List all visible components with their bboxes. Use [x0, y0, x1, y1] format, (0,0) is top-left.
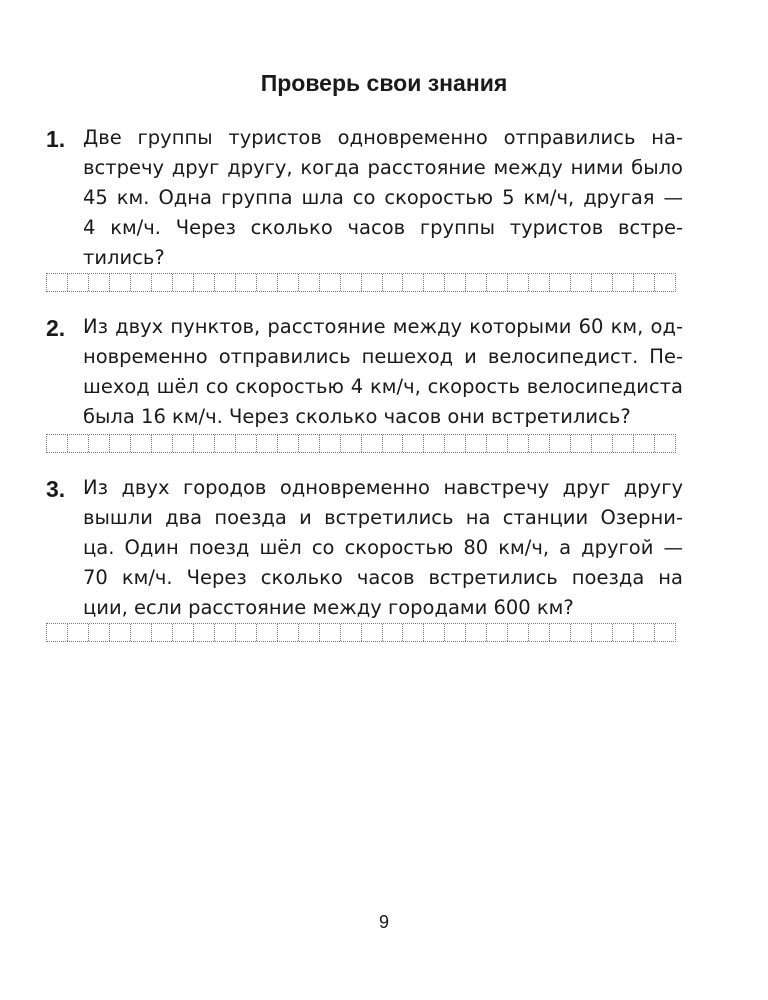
answer-cell[interactable] [194, 274, 215, 291]
page-number: 9 [378, 912, 389, 932]
problem-line: встречу друг другу, когда расстояние между ними было [83, 156, 683, 179]
answer-cell[interactable] [131, 274, 152, 291]
answer-cell[interactable] [194, 435, 215, 452]
answer-cell[interactable] [529, 624, 550, 641]
problem-line: была 16 км/ч. Через сколько часов они встретились? [83, 405, 631, 428]
answer-cell[interactable] [592, 435, 613, 452]
answer-cell[interactable] [655, 435, 675, 452]
answer-cell[interactable] [110, 435, 131, 452]
answer-cell[interactable] [466, 274, 487, 291]
answer-cell[interactable] [215, 435, 236, 452]
answer-cell[interactable] [47, 624, 68, 641]
answer-cell[interactable] [320, 274, 341, 291]
answer-cell[interactable] [278, 274, 299, 291]
answer-cell[interactable] [424, 624, 445, 641]
answer-cell[interactable] [320, 435, 341, 452]
answer-cell[interactable] [403, 435, 424, 452]
problem-line: 4 км/ч. Через сколько часов группы туристов встре- [83, 216, 683, 239]
answer-cell[interactable] [634, 435, 655, 452]
answer-cell[interactable] [487, 274, 508, 291]
problem-number: 2. [46, 315, 66, 341]
answer-cell[interactable] [110, 624, 131, 641]
answer-cell[interactable] [299, 624, 320, 641]
answer-cell[interactable] [341, 435, 362, 452]
answer-cell[interactable] [299, 435, 320, 452]
answer-cell[interactable] [383, 624, 404, 641]
answer-cell[interactable] [215, 274, 236, 291]
answer-cell[interactable] [68, 274, 89, 291]
answer-cell[interactable] [383, 435, 404, 452]
answer-cell[interactable] [445, 435, 466, 452]
problem-line: ции, если расстояние между городами 600 км? [83, 596, 574, 619]
answer-cell[interactable] [445, 624, 466, 641]
answer-cell[interactable] [613, 624, 634, 641]
answer-cell[interactable] [341, 624, 362, 641]
problem-line: Две группы туристов одновременно отправились на- [83, 126, 683, 149]
answer-cell[interactable] [320, 624, 341, 641]
answer-cell[interactable] [173, 274, 194, 291]
answer-cell[interactable] [550, 435, 571, 452]
answer-cell[interactable] [634, 274, 655, 291]
answer-cell[interactable] [508, 435, 529, 452]
answer-cell[interactable] [487, 435, 508, 452]
answer-cell[interactable] [424, 274, 445, 291]
problem-text [83, 312, 683, 432]
answer-cell[interactable] [529, 435, 550, 452]
answer-cell[interactable] [68, 624, 89, 641]
problem-line: Из двух пунктов, расстояние между которыми 60 км, од- [83, 315, 683, 338]
answer-cells[interactable] [46, 623, 676, 642]
answer-cell[interactable] [508, 274, 529, 291]
problem-line: Из двух городов одновременно навстречу друг другу [83, 476, 683, 499]
answer-cell[interactable] [89, 435, 110, 452]
answer-cell[interactable] [508, 624, 529, 641]
answer-cell[interactable] [362, 624, 383, 641]
problem-number: 3. [46, 476, 66, 502]
answer-cell[interactable] [655, 624, 675, 641]
problem-line: тились? [83, 246, 165, 269]
answer-cell[interactable] [236, 624, 257, 641]
problem-text [83, 473, 683, 623]
answer-cell[interactable] [131, 624, 152, 641]
problem-line: ца. Один поезд шёл со скоростью 80 км/ч, а другой — [83, 536, 683, 559]
answer-cell[interactable] [173, 624, 194, 641]
answer-cell[interactable] [613, 435, 634, 452]
answer-cell[interactable] [613, 274, 634, 291]
answer-cell[interactable] [424, 435, 445, 452]
answer-cell[interactable] [278, 435, 299, 452]
answer-cell[interactable] [529, 274, 550, 291]
answer-cell[interactable] [152, 274, 173, 291]
problem-line: шеход шёл со скоростью 4 км/ч, скорость велосипедиста [83, 375, 683, 398]
answer-cell[interactable] [194, 624, 215, 641]
answer-cell[interactable] [257, 435, 278, 452]
answer-cell[interactable] [487, 624, 508, 641]
answer-cells[interactable] [46, 434, 676, 453]
answer-cell[interactable] [634, 624, 655, 641]
answer-cell[interactable] [236, 274, 257, 291]
problem-line: вышли два поезда и встретились на станции Озерни- [83, 506, 683, 529]
answer-cell[interactable] [110, 274, 131, 291]
answer-cell[interactable] [236, 435, 257, 452]
answer-cell[interactable] [257, 624, 278, 641]
answer-cell[interactable] [550, 274, 571, 291]
page-title: Проверь свои знания [260, 70, 508, 96]
answer-cell[interactable] [299, 274, 320, 291]
answer-cell[interactable] [362, 274, 383, 291]
answer-cell[interactable] [131, 435, 152, 452]
answer-cell[interactable] [592, 274, 613, 291]
answer-cell[interactable] [257, 274, 278, 291]
answer-cell[interactable] [89, 274, 110, 291]
answer-cell[interactable] [362, 435, 383, 452]
answer-cell[interactable] [592, 624, 613, 641]
answer-cell[interactable] [403, 624, 424, 641]
answer-cell[interactable] [47, 274, 68, 291]
answer-cell[interactable] [466, 435, 487, 452]
answer-cell[interactable] [47, 435, 68, 452]
answer-cell[interactable] [571, 624, 592, 641]
answer-cell[interactable] [341, 274, 362, 291]
problem-number: 1. [46, 126, 66, 152]
answer-cell[interactable] [571, 274, 592, 291]
problem-text [83, 123, 683, 273]
answer-cell[interactable] [68, 435, 89, 452]
answer-cells[interactable] [46, 273, 676, 292]
answer-cell[interactable] [466, 624, 487, 641]
problem-line: 70 км/ч. Через сколько часов встретились поезда на [83, 566, 683, 589]
answer-cell[interactable] [278, 624, 299, 641]
answer-cell[interactable] [655, 274, 675, 291]
problem-line: новременно отправились пешеход и велосипедист. Пе- [83, 345, 683, 368]
answer-cell[interactable] [152, 435, 173, 452]
problem-line: 45 км. Одна группа шла со скоростью 5 км/ч, другая — [83, 186, 683, 209]
answer-cell[interactable] [445, 274, 466, 291]
answer-cell[interactable] [89, 624, 110, 641]
answer-cell[interactable] [383, 274, 404, 291]
answer-cell[interactable] [403, 274, 424, 291]
answer-cell[interactable] [571, 435, 592, 452]
answer-cell[interactable] [215, 624, 236, 641]
answer-cell[interactable] [550, 624, 571, 641]
answer-cell[interactable] [152, 624, 173, 641]
answer-cell[interactable] [173, 435, 194, 452]
